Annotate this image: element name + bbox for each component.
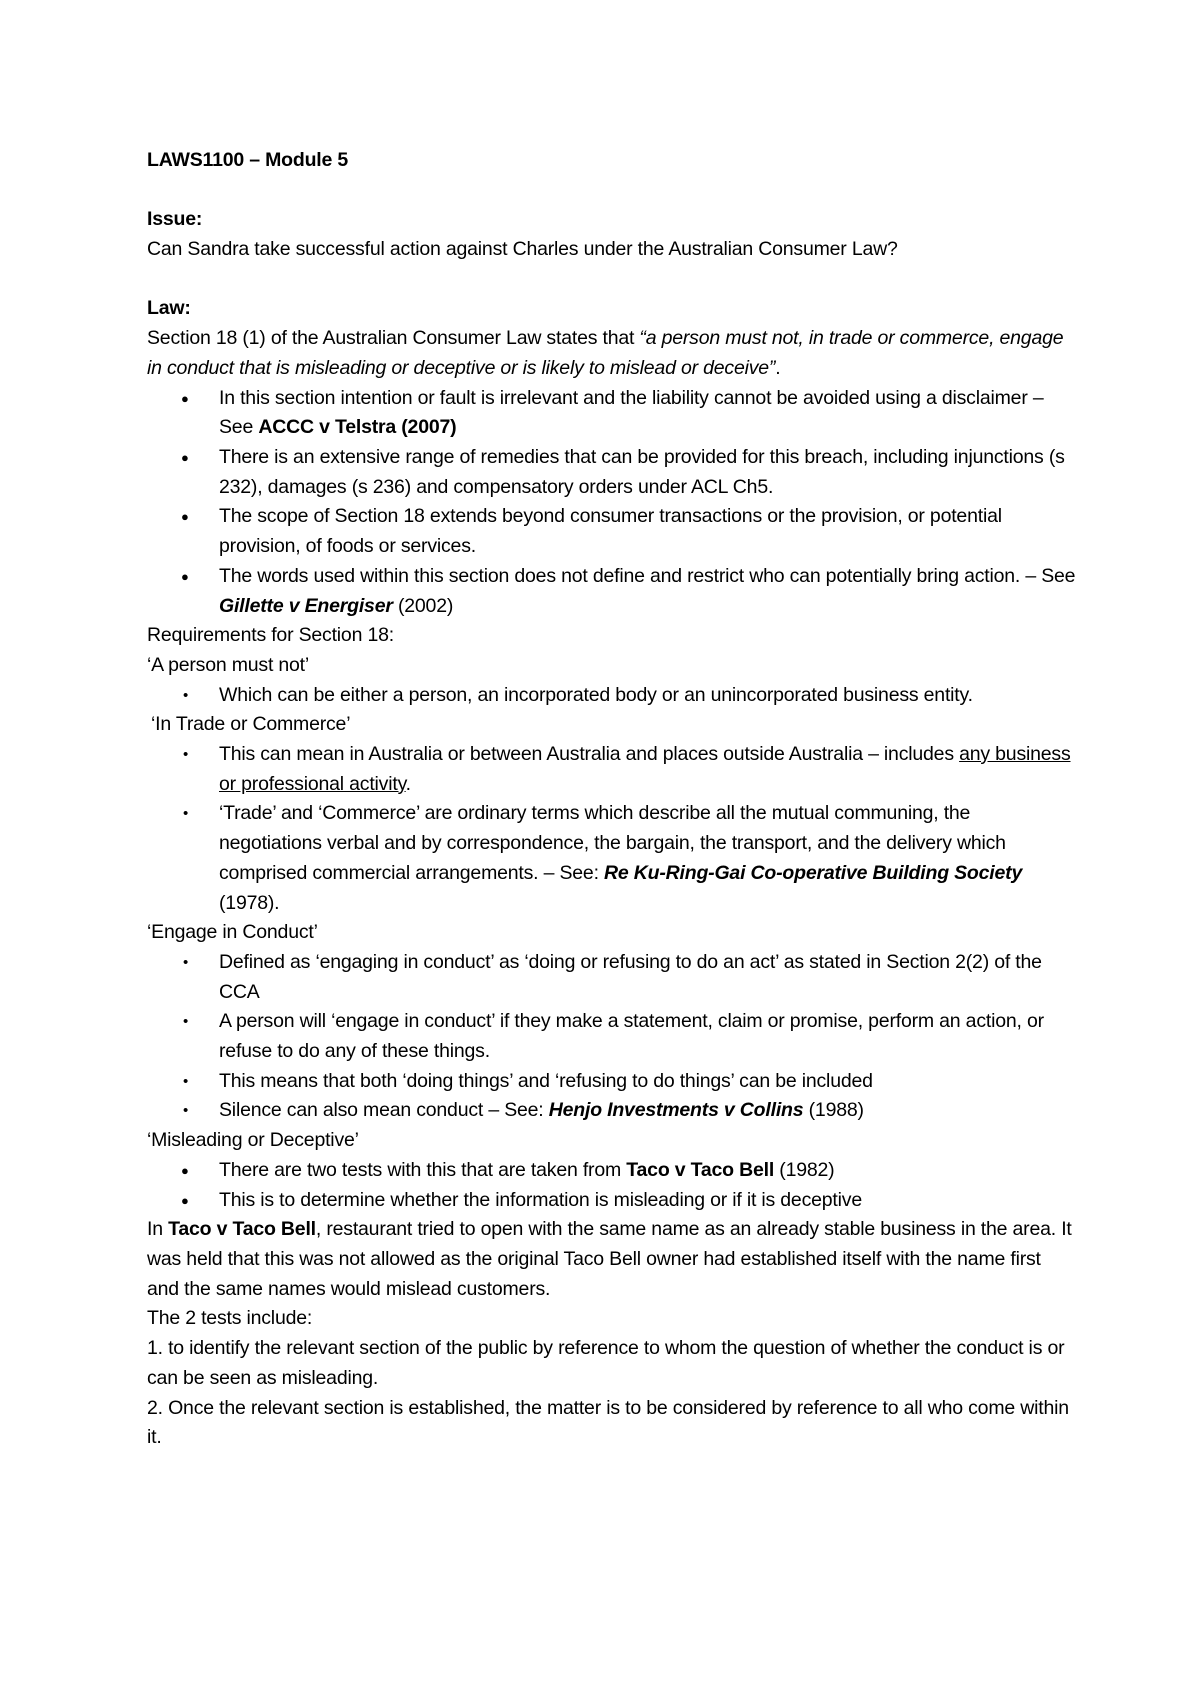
document-title: LAWS1100 – Module 5 [147, 149, 349, 171]
taco-paragraph [147, 1215, 1077, 1304]
bullet-text: The scope of Section 18 extends beyond consumer transactions or the provision, or potential provision, of foods or services. [219, 505, 1002, 558]
list-item [147, 1156, 1077, 1186]
list-item [147, 1067, 1077, 1097]
case-year: (2002) [392, 594, 454, 617]
case-citation: ACCC v Telstra (2007) [258, 416, 457, 439]
case-year: (1982) [774, 1158, 835, 1181]
list-item [147, 384, 1077, 443]
bullet-text: This means that both ‘doing things’ and ‘refusing to do things’ can be included [219, 1069, 873, 1092]
bullet-text: A person will ‘engage in conduct’ if they make a statement, claim or promise, perform an action, or refuse to do any of these things. [219, 1010, 1044, 1063]
issue-text: Can Sandra take successful action against Charles under the Australian Consumer Law? [147, 238, 898, 261]
list-item [147, 562, 1077, 621]
list-item [147, 502, 1077, 561]
conduct-heading: ‘Engage in Conduct’ [147, 921, 318, 944]
misleading-bullet-list [147, 1156, 1077, 1215]
bullet-text: There are two tests with this that are taken from [219, 1158, 627, 1181]
tests-heading: The 2 tests include: [147, 1307, 313, 1330]
bullet-text: There is an extensive range of remedies that can be provided for this breach, including injunctions (s 232), damages (s 236) and compensatory orders under ACL Ch5. [219, 446, 1065, 498]
issue-heading: Issue: [147, 208, 203, 231]
conduct-bullet-list [147, 948, 1077, 1126]
person-heading: ‘A person must not’ [147, 653, 310, 676]
list-item [147, 799, 1077, 918]
case-year: (1978). [219, 891, 280, 914]
case-citation: Henjo Investments v Collins [548, 1099, 804, 1122]
law-intro-quote: “a person must not, in trade or commerce, engage in conduct that is misleading or deceptive or is likely to mislead or deceive” [147, 327, 1064, 379]
list-item [147, 740, 1077, 799]
law-bullet-list [147, 384, 1077, 622]
bullet-text: Which can be either a person, an incorporated body or an unincorporated business entity. [219, 683, 973, 706]
test-two: 2. Once the relevant section is established, the matter is to be considered by reference to all who come within it. [147, 1396, 1069, 1449]
taco-text: , restaurant tried to open with the same name as an already stable business in the area. It was held that this was not allowed as the original Taco Bell owner had established itself with the name first and the same names would mislead customers. [147, 1218, 1072, 1300]
bullet-text-end: . [405, 772, 411, 795]
underlined-text: any business or professional activity [219, 743, 1071, 795]
bullet-text: Defined as ‘engaging in conduct’ as ‘doing or refusing to do an act’ as stated in Section 2(2) of the CCA [219, 950, 1042, 1003]
bullet-text: The words used within this section does not define and restrict who can potentially bring action. – See [219, 564, 1076, 587]
test-one: 1. to identify the relevant section of the public by reference to whom the question of whether the conduct is or can be seen as misleading. [147, 1337, 1065, 1389]
list-item [147, 1007, 1077, 1066]
law-intro-end: . [775, 356, 781, 379]
case-citation: Gillette v Energiser [219, 594, 393, 617]
case-citation: Taco v Taco Bell [168, 1218, 316, 1241]
bullet-text: This can mean in Australia or between Australia and places outside Australia – includes [219, 743, 960, 766]
law-heading: Law: [147, 297, 191, 320]
person-bullet-list [147, 681, 1077, 711]
document-page [147, 146, 1077, 1453]
list-item [147, 948, 1077, 1007]
case-year: (1988) [803, 1099, 864, 1122]
trade-bullet-list [147, 740, 1077, 918]
law-intro-text: Section 18 (1) of the Australian Consumer Law states that [147, 327, 640, 350]
bullet-text: This is to determine whether the information is misleading or if it is deceptive [219, 1188, 862, 1211]
bullet-text: In this section intention or fault is irrelevant and the liability cannot be avoided using a disclaimer – See [219, 386, 1044, 439]
list-item [147, 681, 1077, 711]
trade-heading: ‘In Trade or Commerce’ [151, 713, 351, 736]
law-intro [147, 324, 1077, 383]
bullet-text: Silence can also mean conduct – See: [219, 1099, 549, 1122]
case-citation: Taco v Taco Bell [626, 1158, 775, 1181]
list-item [147, 1096, 1077, 1126]
taco-prefix: In [147, 1218, 169, 1241]
misleading-heading: ‘Misleading or Deceptive’ [147, 1129, 359, 1152]
bullet-text: ‘Trade’ and ‘Commerce’ are ordinary terms which describe all the mutual communing, the negotiations verbal and by correspondence, the bargain, the transport, and the delivery which comprised commercial arrangements. – See: [219, 802, 1006, 884]
list-item [147, 1186, 1077, 1216]
case-citation: Re Ku-Ring-Gai Co-operative Building Society [604, 861, 1023, 884]
requirements-heading: Requirements for Section 18: [147, 624, 394, 647]
list-item [147, 443, 1077, 502]
